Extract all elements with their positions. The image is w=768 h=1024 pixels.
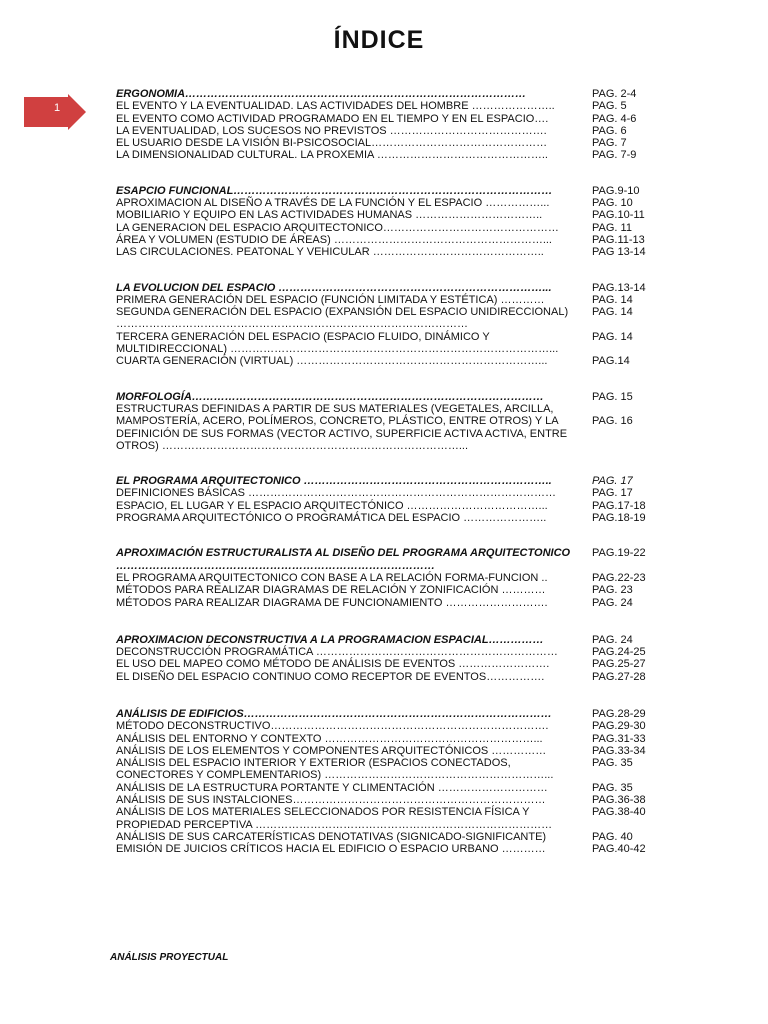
toc-entry [116,125,656,137]
section-heading [116,634,656,646]
page-marker-arrow [24,94,86,130]
toc-entry [116,745,656,757]
toc-entry [116,782,656,794]
toc-entry-page: PAG. 16 [592,414,633,427]
toc-entry-page: PAG. 35 [592,757,633,770]
toc-entry-page: PAG.11-13 [592,233,645,246]
section-heading-text: EL PROGRAMA ARQUITECTONICO ………………………………………………………….. [116,475,552,488]
section-heading-text: APROXIMACIÓN ESTRUCTURALISTA AL DISEÑO DEL PROGRAMA ARQUITECTONICO …………………………………………………………………………… [116,547,571,572]
section-heading-page: PAG.13-14 [592,281,646,294]
toc-entry-page: PAG. 40 [592,830,633,843]
toc-entry-page: PAG. 14 [592,293,633,306]
section-heading-page: PAG.9-10 [592,184,640,197]
toc-entry [116,100,656,112]
toc-entry-page: PAG.24-25 [592,646,646,659]
toc-entry-page: PAG. 14 [592,330,633,343]
toc-entry-text: CUARTA GENERACIÓN (VIRTUAL) …………………………………………………………... [116,355,548,368]
toc-entry [116,757,656,782]
toc-entry [116,306,656,331]
toc-entry-page: PAG.38-40 [592,806,646,819]
marker-number: 1 [54,102,61,114]
section-heading-text: MORFOLOGÍA…………………………………………………………………………………… [116,390,544,403]
toc-entry [116,671,656,683]
toc-entry-page: PAG. 24 [592,596,633,609]
toc-entry-text: EL DISEÑO DEL ESPACIO CONTINUO COMO RECEPTOR DE EVENTOS……………. [116,670,545,683]
toc-entry-page: PAG.14 [592,355,630,368]
toc-section-aproximacion-deconstructiva [116,634,656,683]
toc-section-espacio-funcional [116,185,656,259]
page-title: ÍNDICE [333,26,425,54]
toc-entry-page: PAG.17-18 [592,499,646,512]
toc-entry-page: PAG.31-33 [592,732,646,745]
toc-entry-text: ESPACIO, EL LUGAR Y EL ESPACIO ARQUITECTÓNICO ………………………………... [116,499,548,512]
toc-entry-text: EL PROGRAMA ARQUITECTONICO CON BASE A LA RELACIÓN FORMA-FUNCION .. [116,571,548,584]
toc-entry-text: ANÁLISIS DEL ENTORNO Y CONTEXTO …………………………………………………... [116,732,543,745]
toc-entry-text: LA DIMENSIONALIDAD CULTURAL. LA PROXEMIA ……………………………………….. [116,149,548,162]
toc-entry-text: ÁREA Y VOLUMEN (ESTUDIO DE ÁREAS) …………………………………………………... [116,233,552,246]
toc-entry-text: PRIMERA GENERACIÓN DEL ESPACIO (FUNCIÓN LIMITADA Y ESTÉTICA) ………… [116,293,545,306]
toc-entry-text: ANÁLISIS DE LA ESTRUCTURA PORTANTE Y CLIMENTACIÓN ………………………… [116,781,548,794]
toc-entry [116,597,656,609]
toc-entry [116,246,656,258]
toc-entry [116,572,656,584]
page-footer: ANÁLISIS PROYECTUAL [110,952,229,963]
toc-entry-page: PAG.25-27 [592,658,646,671]
toc-entry [116,294,656,306]
toc-entry [116,113,656,125]
section-heading [116,475,656,487]
toc-entry-text: ANÁLISIS DEL ESPACIO INTERIOR Y EXTERIOR (ESPACIOS CONECTADOS, CONECTORES Y COMPLEMENTARIOS) ……………………………………………………... [116,757,554,782]
toc-entry-text: EL EVENTO Y LA EVENTUALIDAD. LAS ACTIVIDADES DEL HOMBRE ………………….. [116,100,555,113]
toc-entry [116,222,656,234]
toc-entry-text: ANÁLISIS DE LOS ELEMENTOS Y COMPONENTES ARQUITECTÓNICOS …………… [116,744,547,757]
toc-entry [116,355,656,367]
toc-entry [116,843,656,855]
toc-entry [116,331,656,356]
toc-entry [116,234,656,246]
toc-entry [116,794,656,806]
toc-entry [116,403,656,452]
section-heading-text: ANÁLISIS DE EDIFICIOS………………………………………………………………………… [116,707,552,720]
toc-entry-page: PAG. 7-9 [592,149,637,162]
toc-entry [116,831,656,843]
section-heading [116,708,656,720]
toc-entry-text: EMISIÓN DE JUICIOS CRÍTICOS HACIA EL EDIFICIO O ESPACIO URBANO ………… [116,843,546,856]
toc-entry-text: PROGRAMA ARQUITECTÓNICO O PROGRAMÁTICA DEL ESPACIO ………………….. [116,512,547,525]
toc-entry-page: PAG.33-34 [592,744,646,757]
toc-entry-page: PAG. 35 [592,781,633,794]
toc-entry [116,149,656,161]
toc-entry-text: LAS CIRCULACIONES. PEATONAL Y VEHICULAR ……………………………………….. [116,246,544,259]
toc-entry-text: EL EVENTO COMO ACTIVIDAD PROGRAMADO EN EL TIEMPO Y EN EL ESPACIO…. [116,112,549,125]
toc-entry-text: ANÁLISIS DE SUS CARCATERÍSTICAS DENOTATIVAS (SIGNICADO-SIGNIFICANTE) [116,830,547,843]
toc-entry-page: PAG.18-19 [592,512,646,525]
toc-entry-text: SEGUNDA GENERACIÓN DEL ESPACIO (EXPANSIÓN DEL ESPACIO UNIDIRECCIONAL) …………………………………………………………………………………… [116,306,569,331]
toc-entry-text: ANÁLISIS DE SUS INSTALCIONES…………………………………………………………… [116,794,546,807]
toc-entry-page: PAG. 23 [592,584,633,597]
toc-entry-page: PAG.40-42 [592,843,646,856]
toc-entry-text: MÉTODOS PARA REALIZAR DIAGRAMA DE FUNCIONAMIENTO ………………………. [116,596,548,609]
toc-entry-page: PAG.10-11 [592,209,645,222]
toc-entry-text: ANÁLISIS DE LOS MATERIALES SELECCIONADOS POR RESISTENCIA FÍSICA Y PROPIEDAD PERCEPTIVA ……………………………………………………………………… [116,806,553,831]
toc-entry-text: LA EVENTUALIDAD, LOS SUCESOS NO PREVISTOS ……………………………………. [116,124,547,137]
toc-entry-page: PAG. 10 [592,197,633,210]
toc-entry [116,806,656,831]
toc-entry [116,512,656,524]
toc-section-ergonomia [116,88,656,162]
toc-entry-text: ESTRUCTURAS DEFINIDAS A PARTIR DE SUS MATERIALES (VEGETALES, ARCILLA, MAMPOSTERÍA, ACERO, POLÍMEROS, CONCRETO, PLÁSTICO, ENTRE OTROS) Y LA DEFINICIÓN DE SUS FORMAS (VECTOR ACTIVO, SUPERFICIE ACTIVA ACTIVA, ENTRE OTROS) ………………………………………………………………………... [116,402,568,452]
section-heading [116,282,656,294]
toc-entry-text: MOBILIARIO Y EQUIPO EN LAS ACTIVIDADES HUMANAS …………………………….. [116,209,543,222]
section-heading-page: PAG. 15 [592,390,633,403]
toc-entry-page: PAG. 6 [592,124,627,137]
toc-entry-page: PAG. 4-6 [592,112,637,125]
toc-section-analisis-edificios [116,708,656,856]
section-heading-text: ERGONOMIA………………………………………………………………………………… [116,88,527,100]
toc-entry-page: PAG. 7 [592,137,627,150]
toc-entry [116,137,656,149]
toc-section-evolucion-espacio [116,282,656,368]
toc-entry-text: TERCERA GENERACIÓN DEL ESPACIO (ESPACIO FLUIDO, DINÁMICO Y MULTIDIRECCIONAL) ……………………………………………………………………………... [116,330,559,356]
toc-entry [116,500,656,512]
toc-entry [116,733,656,745]
toc-entry [116,720,656,732]
toc-section-morfologia [116,391,656,452]
toc-entry-page: PAG.22-23 [592,571,646,584]
section-heading-page: PAG.28-29 [592,707,646,720]
section-heading-page: PAG. 2-4 [592,88,637,100]
section-heading [116,185,656,197]
toc-entry-page: PAG.36-38 [592,794,646,807]
toc-entry-page: PAG. 5 [592,100,627,113]
toc-entry [116,646,656,658]
toc-section-programa-arquitectonico [116,475,656,524]
toc-entry-page: PAG 13-14 [592,246,646,259]
toc-entry [116,584,656,596]
section-heading [116,547,656,572]
toc-section-aproximacion-estructuralista [116,547,656,608]
toc-entry [116,487,656,499]
section-heading-text: LA EVOLUCION DEL ESPACIO ………………………………………………………………... [116,281,552,294]
toc-entry [116,197,656,209]
section-heading [116,88,656,100]
toc-entry [116,658,656,670]
section-heading-page: PAG.19-22 [592,547,646,560]
section-heading [116,391,656,403]
toc-entry-page: PAG. 17 [592,487,633,500]
section-heading-page: PAG. 24 [592,633,633,646]
toc-entry-text: EL USO DEL MAPEO COMO MÉTODO DE ANÁLISIS DE EVENTOS ……………………. [116,658,550,671]
toc-entry-text: EL USUARIO DESDE LA VISIÓN BI-PSICOSOCIAL………………………………………… [116,137,548,150]
toc-entry-page: PAG.29-30 [592,720,646,733]
toc-entry-text: LA GENERACION DEL ESPACIO ARQUITECTONICO………………………………………… [116,221,559,234]
section-heading-text: APROXIMACION DECONSTRUCTIVA A LA PROGRAMACION ESPACIAL…………… [116,633,544,646]
toc-entry [116,209,656,221]
toc-entry-text: DECONSTRUCCIÓN PROGRAMÁTICA ………………………………………………………… [116,646,558,659]
toc-entry-page: PAG. 14 [592,306,633,319]
toc-entry-text: APROXIMACION AL DISEÑO A TRAVÉS DE LA FUNCIÓN Y EL ESPACIO ……………... [116,197,550,210]
section-heading-text: ESAPCIO FUNCIONAL…………………………………………………………………………… [116,184,553,197]
section-heading-page: PAG. 17 [592,475,633,488]
toc-entry-page: PAG. 11 [592,221,632,234]
toc-entry-text: MÉTODO DECONSTRUCTIVO…………………………………………………………………. [116,720,549,733]
toc-entry-text: MÉTODOS PARA REALIZAR DIAGRAMAS DE RELACIÓN Y ZONIFICACIÓN ………… [116,584,546,597]
table-of-contents [116,88,656,879]
toc-entry-text: DEFINICIONES BÁSICAS ………………………………………………………………………… [116,487,557,500]
toc-entry-page: PAG.27-28 [592,670,646,683]
